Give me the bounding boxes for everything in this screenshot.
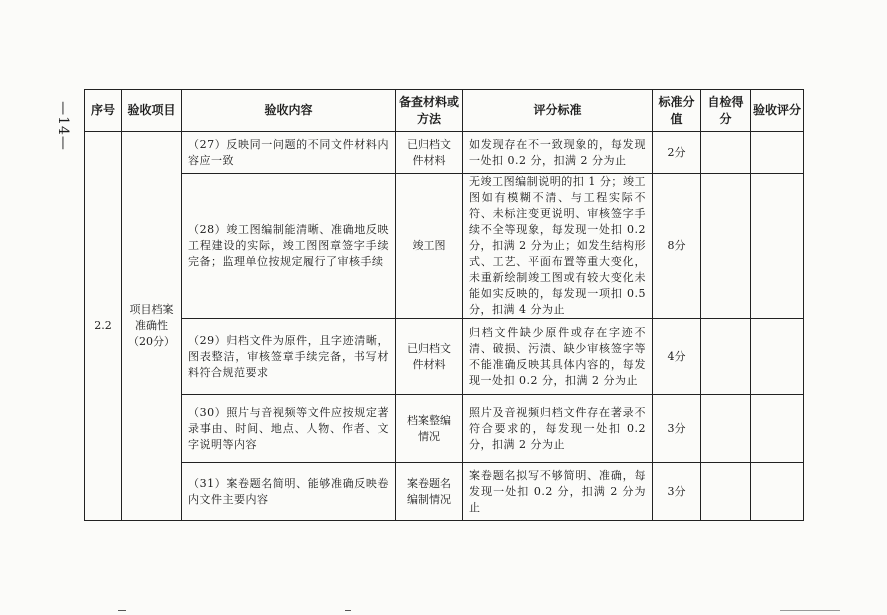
row-score: 3分 — [653, 463, 701, 521]
header-item: 验收项目 — [122, 90, 182, 132]
table-row — [85, 319, 804, 395]
scan-artifact — [345, 610, 351, 611]
header-method: 备查材料或方法 — [396, 90, 463, 132]
row-method: 案卷题名编制情况 — [396, 463, 463, 521]
row-score: 4分 — [653, 319, 701, 395]
row-score: 8分 — [653, 174, 701, 319]
row-criteria: 案卷题名拟写不够简明、准确，每发现一处扣 0.2 分，扣满 2 分为止 — [463, 463, 653, 521]
row-review — [751, 395, 804, 463]
table-row — [85, 174, 804, 319]
row-criteria: 归档文件缺少原件或存在字迹不清、破损、污渍、缺少审核签字等不能准确反映其具体内容的，每发现一处扣 0.2 分，扣满 2 分为止 — [463, 319, 653, 395]
table-row — [85, 463, 804, 521]
row-score: 2分 — [653, 132, 701, 174]
header-self-check: 自检得分 — [701, 90, 751, 132]
row-review — [751, 319, 804, 395]
row-self-check — [701, 463, 751, 521]
row-criteria: 如发现存在不一致现象的，每发现一处扣 0.2 分，扣满 2 分为止 — [463, 132, 653, 174]
table-row — [85, 395, 804, 463]
row-self-check — [701, 319, 751, 395]
section-seq: 2.2 — [85, 132, 122, 521]
row-method: 已归档文件材料 — [396, 132, 463, 174]
row-content: （27）反映同一问题的不同文件材料内容应一致 — [182, 132, 396, 174]
header-standard-score: 标准分值 — [653, 90, 701, 132]
row-content: （31）案卷题名简明、能够准确反映卷内文件主要内容 — [182, 463, 396, 521]
header-seq: 序号 — [85, 90, 122, 132]
row-method: 竣工图 — [396, 174, 463, 319]
row-content: （30）照片与音视频等文件应按规定著录事由、时间、地点、人物、作者、文字说明等内容 — [182, 395, 396, 463]
scan-artifact — [780, 610, 840, 611]
row-criteria: 照片及音视频归档文件存在著录不符合要求的，每发现一处扣 0.2 分，扣满 2 分为止 — [463, 395, 653, 463]
row-content: （28）竣工图编制能清晰、准确地反映工程建设的实际，竣工图图章签字手续完备；监理单位按规定履行了审核手续 — [182, 174, 396, 319]
row-self-check — [701, 395, 751, 463]
scan-artifact — [118, 610, 126, 611]
row-review — [751, 174, 804, 319]
section-item: 项目档案准确性（20分） — [122, 132, 182, 521]
header-review-score: 验收评分 — [751, 90, 804, 132]
row-self-check — [701, 132, 751, 174]
row-content: （29）归档文件为原件，且字迹清晰，图表整洁，审核签章手续完备，书写材料符合规范要求 — [182, 319, 396, 395]
table-row — [85, 132, 804, 174]
row-method: 档案整编情况 — [396, 395, 463, 463]
acceptance-table — [84, 89, 804, 521]
page-number: —14— — [55, 101, 72, 151]
row-score: 3分 — [653, 395, 701, 463]
row-review — [751, 463, 804, 521]
row-method: 已归档文件材料 — [396, 319, 463, 395]
row-review — [751, 132, 804, 174]
header-criteria: 评分标准 — [463, 90, 653, 132]
header-content: 验收内容 — [182, 90, 396, 132]
row-self-check — [701, 174, 751, 319]
row-criteria: 无竣工图编制说明的扣 1 分；竣工图如有模糊不清、与工程实际不符、未标注变更说明、审核签字手续不全等现象，每发现一处扣 0.2 分，扣满 2 分为止；如发生结构形式、工艺、平面布置等重大变化，未重新绘制竣工图或有较大变化未能如实反映的，每发现一项扣 0.5 分，扣满 4 分为止 — [463, 174, 653, 319]
header-row — [85, 90, 804, 132]
